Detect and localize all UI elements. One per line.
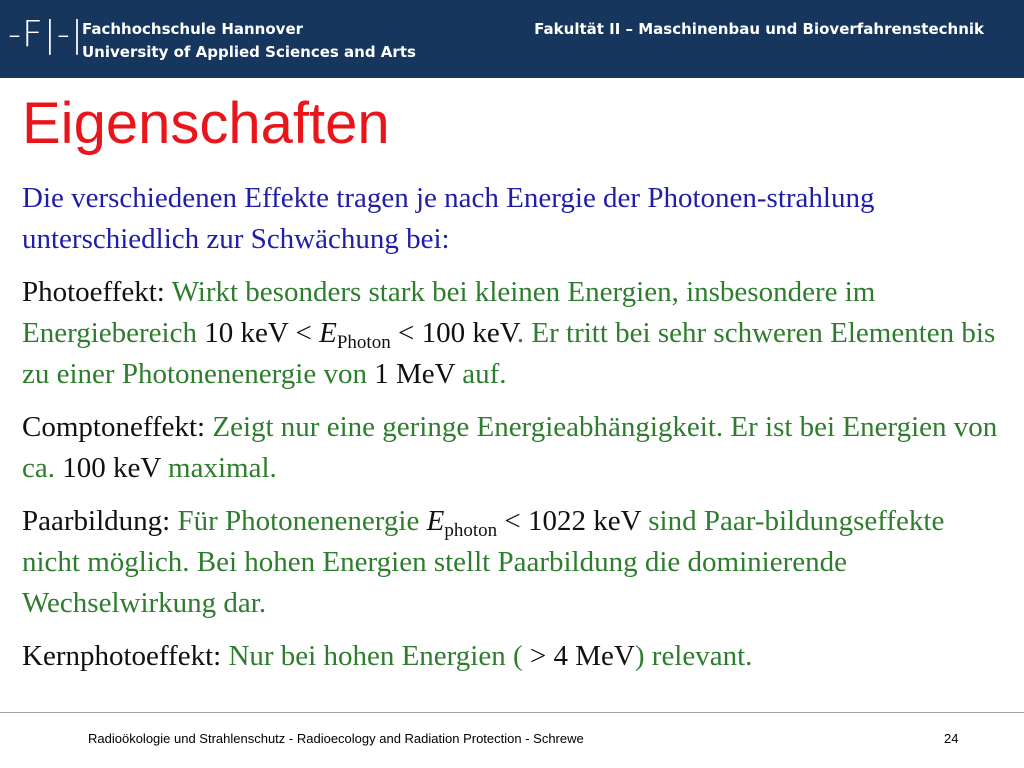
paarbildung-text-1: Für Photonenenergie: [170, 505, 427, 537]
footer-divider: [0, 712, 1024, 713]
photoeffekt-value-1: 10 keV <: [204, 317, 320, 349]
paarbildung-energy-symbol: E: [426, 505, 445, 537]
kernphotoeffekt-paragraph: [22, 636, 1007, 677]
faculty-name: Fakultät II – Maschinenbau und Bioverfahrenstechnik: [534, 20, 984, 38]
footer-text: Radioökologie und Strahlenschutz - Radioecology and Radiation Protection - Schrewe: [88, 731, 584, 746]
kernphotoeffekt-text-1: Nur bei hohen Energien (: [221, 640, 530, 672]
intro-paragraph: Die verschiedenen Effekte tragen je nach Energie der Photonen-strahlung unterschiedlich zur Schwächung bei:: [22, 182, 875, 255]
photoeffekt-text-3: auf.: [455, 358, 507, 390]
photoeffekt-energy-subscript: Photon: [336, 332, 391, 353]
photoeffekt-text-1: Wirkt besonders stark bei kleinen Energien, insbesondere im Energiebereich: [22, 276, 876, 349]
paarbildung-energy-subscript: photon: [444, 520, 498, 541]
photoeffekt-term: Photoeffekt:: [22, 276, 165, 308]
slide-body: [22, 178, 1007, 689]
photoeffekt-value-3: 1 MeV: [374, 358, 456, 390]
paarbildung-term: Paarbildung:: [22, 505, 171, 537]
kernphotoeffekt-text-2: ) relevant.: [634, 640, 753, 672]
photoeffekt-energy-symbol: E: [319, 317, 337, 349]
comptoneffekt-value-1: 100 keV: [62, 452, 161, 484]
header-bar: [0, 0, 1024, 78]
slide-title: Eigenschaften: [22, 91, 390, 156]
photoeffekt-paragraph: [22, 272, 1007, 395]
comptoneffekt-text-1: Zeigt nur eine geringe Energieabhängigkeit. Er ist bei Energien von ca.: [22, 411, 998, 484]
university-logo: -F|-|: [8, 14, 84, 55]
comptoneffekt-paragraph: [22, 407, 1007, 489]
kernphotoeffekt-value-1: > 4 MeV: [529, 640, 635, 672]
institution-name-en: University of Applied Sciences and Arts: [82, 43, 416, 61]
kernphotoeffekt-term: Kernphotoeffekt:: [22, 640, 222, 672]
paarbildung-paragraph: [22, 501, 1007, 624]
paarbildung-value-1: < 1022 keV: [497, 505, 642, 537]
comptoneffekt-term: Comptoneffekt:: [22, 411, 206, 443]
comptoneffekt-text-2: maximal.: [160, 452, 277, 484]
paarbildung-text-2: sind Paar-bildungseffekte nicht möglich. Bei hohen Energien stellt Paarbildung die dominierende Wechselwirkung dar.: [22, 505, 945, 619]
institution-name-de: Fachhochschule Hannover: [82, 20, 304, 38]
photoeffekt-text-2: . Er tritt bei sehr schweren Elementen bis zu einer Photonenenergie von: [22, 317, 996, 390]
photoeffekt-value-2: < 100 keV: [390, 317, 517, 349]
page-number: 24: [944, 731, 959, 746]
